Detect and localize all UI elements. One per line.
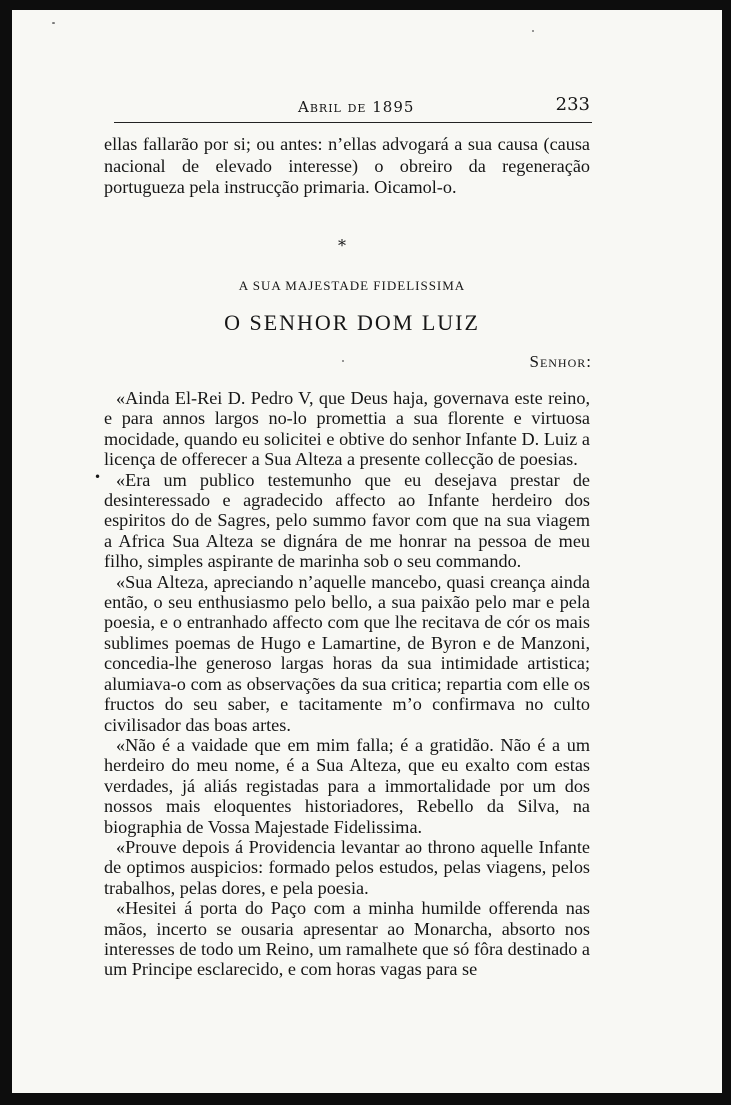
letter-paragraph: «Era um publico testemunho que eu desejava prestar de desinteressado e agradecido affecto ao Infante herdeiro dos espiritos do de Sagres, pelo summo favor com que na sua viagem a Africa Sua Alteza se dignára de me honrar na pessoa de meu filho, simples aspirante de marinha sob o seu commando. [104,469,590,572]
section-separator: * [338,236,346,255]
letter-paragraph: «Sua Alteza, apreciando n’aquelle mancebo, quasi creança ainda então, o seu enthusiasmo pelo bello, a sua paixão pelo mar e pela poesia, e o entranhado affecto com que lhe recitava de cór os mais sublimes poemas de Hugo e Lamartine, de Byron e de Manzoni, concedia-lhe generoso largas horas da sua intimidade artistica; alumiava-o com as observações da sua critica; repartia com elle os fructos do seu saber, e tacitamente m’o confirmava no culto civilisador das boas artes. [104,571,590,735]
intro-paragraph: ellas fallarão por si; ou antes: n’ellas advogará a sua causa (causa nacional de elevado interesse) o obreiro da regeneração portugueza pela instrucção primaria. Oicamol-o. [104,134,590,198]
page-header [114,96,592,123]
salutation: Senhor: [529,352,592,371]
page-number: 233 [555,94,590,115]
letter-body [104,388,590,980]
letter-paragraph: «Ainda El-Rei D. Pedro V, que Deus haja, governava este reino, e para annos largos no-lo promettia a sua florente e virtuosa mocidade, quando eu solicitei e obtive do senhor Infante D. Luiz a licença de offerecer a Sua Alteza a presente collecção de poesias. [104,388,590,470]
paper-speck [52,22,55,24]
letter-title: O SENHOR DOM LUIZ [224,310,480,335]
paper-speck [532,30,534,32]
running-title: Abril de 1895 [298,98,415,116]
dedication-line: A SUA MAJESTADE FIDELISSIMA [238,278,466,293]
letter-paragraph: «Hesitei á porta do Paço com a minha humilde offerenda nas mãos, incerto se ousaria apresentar ao Monarcha, absorto nos interesses de todo um Reino, um ramalhete que só fôra destinado a um Principe esclarecido, e com horas vagas para se [104,898,590,980]
letter-paragraph: «Prouve depois á Providencia levantar ao throno aquelle Infante de optimos auspicios: formado pelos estudos, pelas viagens, pelos trabalhos, pelas dores, e pela poesia. [104,836,590,898]
intro-text [104,134,590,199]
letter-paragraph: «Não é a vaidade que em mim falla; é a gratidão. Não é a um herdeiro do meu nome, é a Sua Alteza, que eu exalto com estas verdades, já aliás registadas para a immortalidade por um dos nossos mais eloquentes historiadores, Rebello da Silva, na biographia de Vossa Majestade Fidelissima. [104,734,590,837]
margin-mark: • [94,470,102,484]
paper-speck [342,360,344,362]
book-page [12,10,722,1093]
